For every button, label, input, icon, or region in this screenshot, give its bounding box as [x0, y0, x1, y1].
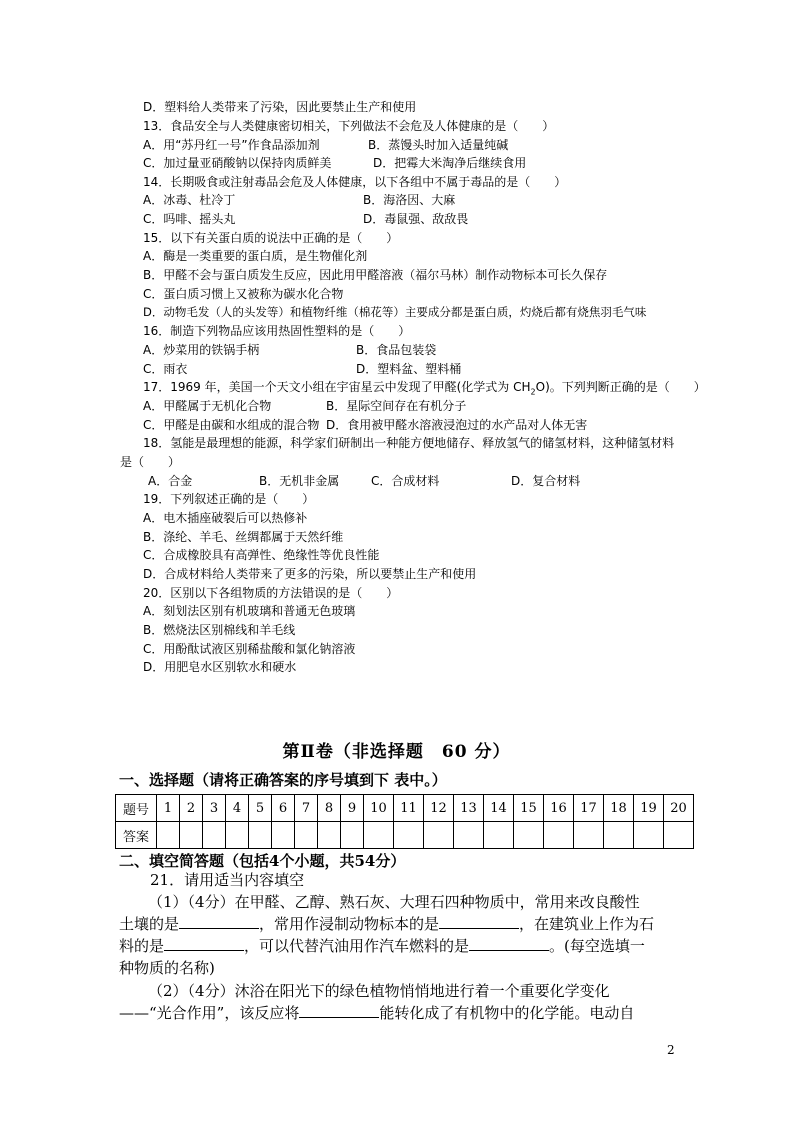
q21-part2-line1: （2）（4分）沐浴在阳光下的绿色植物悄悄地进行着一个重要化学变化 [148, 982, 610, 1000]
q18-option-c: C．合成材料 [371, 474, 440, 488]
q15-stem: 15．以下有关蛋白质的说法中正确的是（ ） [143, 231, 399, 245]
section-2-heading: 二、填空简答题（包括4个小题，共54分） [119, 852, 406, 870]
answer-cell[interactable] [484, 822, 514, 849]
answer-cell[interactable] [226, 822, 249, 849]
fill-blank[interactable] [179, 914, 259, 929]
answer-cell[interactable] [454, 822, 484, 849]
q18-option-b: B．无机非金属 [259, 474, 340, 488]
answer-label-cell: 答案 [116, 822, 157, 849]
table-header-row [116, 795, 694, 822]
q17-option-b: B．星际空间存在有机分子 [326, 399, 467, 413]
q15-option-a: A．酶是一类重要的蛋白质，是生物催化剂 [143, 249, 368, 263]
answer-table [115, 794, 694, 849]
answer-cell[interactable] [157, 822, 180, 849]
number-cell: 2 [180, 795, 203, 822]
number-cell: 15 [514, 795, 544, 822]
q19-option-b: B．涤纶、羊毛、丝绸都属于天然纤维 [143, 530, 344, 544]
q18-option-a: A．合金 [148, 474, 193, 488]
q20-option-d: D．用肥皂水区别软水和硬水 [143, 660, 297, 674]
q21-part2-line2: ——“光合作用”，该反应将 能转化成了有机物中的化学能。电动自 [119, 1004, 635, 1022]
number-cell: 14 [484, 795, 514, 822]
answer-cell[interactable] [203, 822, 226, 849]
number-cell: 18 [604, 795, 634, 822]
q14-option-b: B．海洛因、大麻 [363, 193, 456, 207]
q20-option-a: A．刻划法区别有机玻璃和普通无色玻璃 [143, 604, 356, 618]
q17-option-a: A．甲醛属于无机化合物 [143, 399, 272, 413]
answer-cell[interactable] [272, 822, 295, 849]
q16-option-c: C．雨衣 [143, 362, 188, 376]
number-cell: 12 [424, 795, 454, 822]
q18-stem: 18．氢能是最理想的能源，科学家们研制出一种能方便地储存、释放氢气的储氢材料，这种储氢材料 [143, 436, 675, 450]
q21-part1-line2: 土壤的是 ，常用作浸制动物标本的是 ，在建筑业上作为石 [119, 915, 655, 933]
fill-blank[interactable] [469, 936, 549, 951]
number-cell: 7 [295, 795, 318, 822]
answer-cell[interactable] [664, 822, 694, 849]
answer-cell[interactable] [180, 822, 203, 849]
number-cell: 6 [272, 795, 295, 822]
q14-option-c: C．吗啡、摇头丸 [143, 212, 236, 226]
q19-option-c: C．合成橡胶具有高弹性、绝缘性等优良性能 [143, 548, 380, 562]
subscript: 2 [530, 387, 536, 397]
q21-stem: 21．请用适当内容填空 [150, 871, 305, 889]
answer-cell[interactable] [574, 822, 604, 849]
number-cell: 3 [203, 795, 226, 822]
q16-option-d: D．塑料盆、塑料桶 [356, 362, 462, 376]
q15-option-d: D．动物毛发（人的头发等）和植物纤维（棉花等）主要成分都是蛋白质，灼烧后都有烧焦羽毛气味 [143, 305, 647, 319]
answer-cell[interactable] [249, 822, 272, 849]
fill-blank[interactable] [439, 914, 519, 929]
answer-cell[interactable] [634, 822, 664, 849]
q13-stem: 13．食品安全与人类健康密切相关，下列做法不会危及人体健康的是（ ） [143, 119, 555, 133]
q16-option-b: B．食品包装袋 [356, 343, 437, 357]
answer-cell[interactable] [424, 822, 454, 849]
q13-option-c: C．加过量亚硝酸钠以保持肉质鲜美 [143, 156, 332, 170]
table-answer-row [116, 822, 694, 849]
q17-stem: 17．1969 年，美国一个天文小组在宇宙星云中发现了甲醛(化学式为 $CH_2O$)。下列判断正确的是（ ） [143, 380, 706, 397]
q20-stem: 20．区别以下各组物质的方法错误的是（ ） [143, 586, 399, 600]
fill-blank[interactable] [299, 1003, 379, 1018]
q19-stem: 19．下列叙述正确的是（ ） [143, 492, 315, 506]
fill-blank[interactable] [164, 936, 244, 951]
section-1-heading: 一、选择题（请将正确答案的序号填到下 表中。） [119, 771, 447, 789]
q13-option-b: B．蒸馒头时加入适量纯碱 [368, 138, 509, 152]
q14-option-a: A．冰毒、杜冷丁 [143, 193, 236, 207]
q16-stem: 16．制造下列物品应该用热固性塑料的是（ ） [143, 324, 411, 338]
q14-option-d: D．毒鼠强、敌敌畏 [363, 212, 469, 226]
answer-cell[interactable] [341, 822, 364, 849]
q21-part1-line3: 料的是 ，可以代替汽油用作汽车燃料的是 。(每空选填一 [119, 937, 645, 955]
number-cell: 1 [157, 795, 180, 822]
q15-option-c: C．蛋白质习惯上又被称为碳水化合物 [143, 287, 344, 301]
number-cell: 20 [664, 795, 694, 822]
q15-option-b: B．甲醛不会与蛋白质发生反应，因此用甲醛溶液（福尔马林）制作动物标本可长久保存 [143, 268, 608, 282]
q19-option-d: D．合成材料给人类带来了更多的污染，所以要禁止生产和使用 [143, 567, 477, 581]
q13-option-a: A．用“苏丹红一号”作食品添加剂 [143, 138, 320, 152]
q21-part1-line1: （1）（4分）在甲醛、乙醇、熟石灰、大理石四种物质中，常用来改良酸性 [148, 893, 640, 911]
q21-part1-line4: 种物质的名称) [119, 959, 215, 977]
number-cell: 9 [341, 795, 364, 822]
q17-option-c: C．甲醛是由碳和水组成的混合物 [143, 418, 320, 432]
number-cell: 19 [634, 795, 664, 822]
q18-option-d: D．复合材料 [511, 474, 581, 488]
number-cell: 5 [249, 795, 272, 822]
number-cell: 8 [318, 795, 341, 822]
q18-stem-cont: 是（ ） [120, 455, 181, 469]
part2-title: 第Ⅱ卷（非选择题 60 分） [282, 742, 511, 762]
answer-cell[interactable] [364, 822, 394, 849]
answer-cell[interactable] [394, 822, 424, 849]
answer-cell[interactable] [295, 822, 318, 849]
answer-cell[interactable] [544, 822, 574, 849]
q12-option-d: D．塑料给人类带来了污染，因此要禁止生产和使用 [143, 100, 417, 114]
q17-option-d: D．食用被甲醛水溶液浸泡过的水产品对人体无害 [326, 418, 588, 432]
q13-option-d: D．把霉大米淘净后继续食用 [373, 156, 527, 170]
number-cell: 11 [394, 795, 424, 822]
q16-option-a: A．炒菜用的铁锅手柄 [143, 343, 260, 357]
q20-option-c: C．用酚酞试液区别稀盐酸和氯化钠溶液 [143, 642, 356, 656]
number-cell: 17 [574, 795, 604, 822]
q14-stem: 14．长期吸食或注射毒品会危及人体健康，以下各组中不属于毒品的是（ ） [143, 175, 567, 189]
number-cell: 13 [454, 795, 484, 822]
answer-cell[interactable] [514, 822, 544, 849]
header-label-cell: 题号 [116, 795, 157, 822]
answer-cell[interactable] [318, 822, 341, 849]
q19-option-a: A．电木插座破裂后可以热修补 [143, 511, 308, 525]
number-cell: 4 [226, 795, 249, 822]
number-cell: 10 [364, 795, 394, 822]
page-number: 2 [667, 1043, 675, 1057]
q20-option-b: B．燃烧法区别棉线和羊毛线 [143, 623, 296, 637]
number-cell: 16 [544, 795, 574, 822]
answer-cell[interactable] [604, 822, 634, 849]
